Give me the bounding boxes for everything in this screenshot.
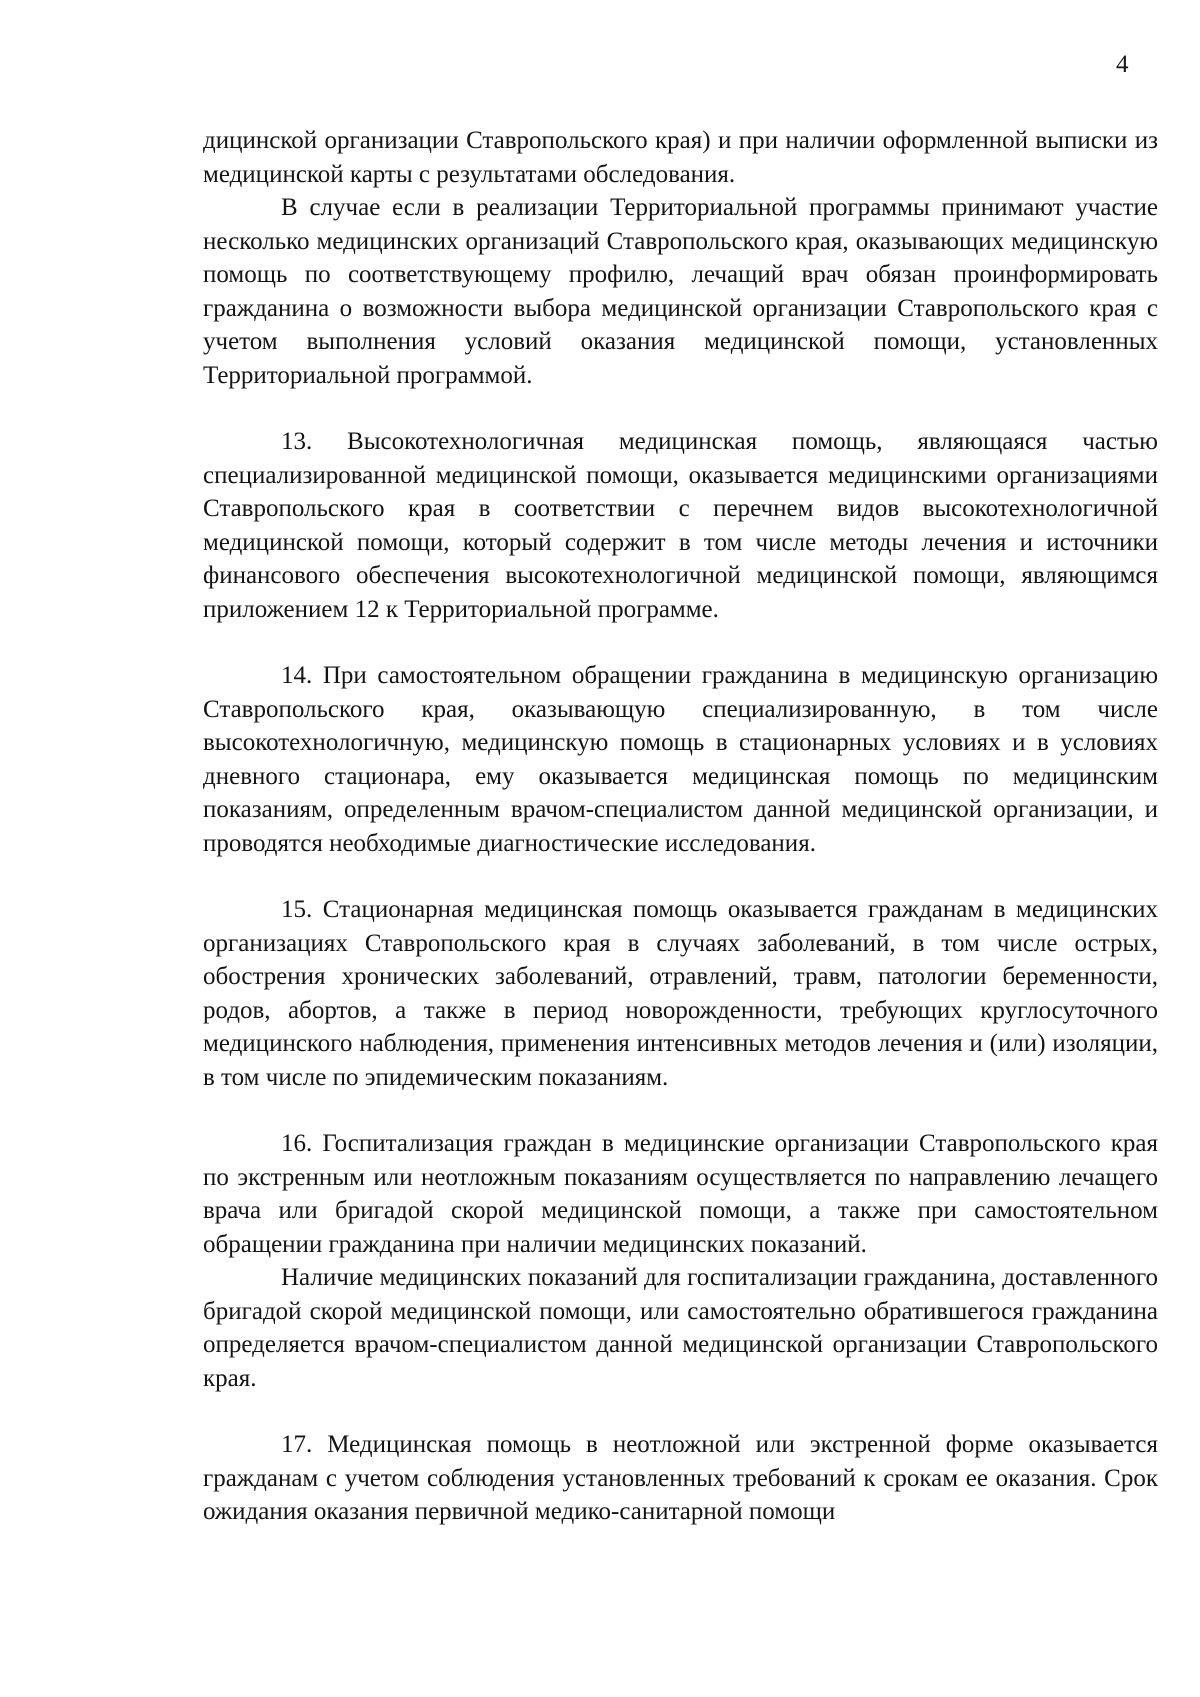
paragraph-item-15: 15. Стационарная медицинская помощь оказывается гражданам в медицинских организациях Ставропольского края в случаях заболеваний, в том числе острых, обострения хронических заболеваний, отравлений, травм, патологии беременности, родов, абортов, а также в период новорожденности, требующих круглосуточного медицинского наблюдения, применения интенсивных методов лечения и (или) изоляции, в том числе по эпидемическим показаниям. bbox=[203, 896, 1158, 1091]
document-body bbox=[203, 124, 1158, 1529]
page-number: 4 bbox=[1116, 51, 1129, 78]
paragraph-item-17: 17. Медицинская помощь в неотложной или экстренной форме оказывается гражданам с учетом соблюдения установленных требований к срокам ее оказания. Срок ожидания оказания первичной медико-санитарной помощи bbox=[203, 1431, 1158, 1525]
paragraph-item-16-indications: Наличие медицинских показаний для госпитализации гражданина, доставленного бригадой скорой медицинской помощи, или самостоятельно обратившегося гражданина определяется врачом-специалистом данной медицинской организации Ставропольского края. bbox=[203, 1264, 1158, 1392]
paragraph-continuation: дицинской организации Ставропольского края) и при наличии оформленной выписки из медицинской карты с результатами обследования. bbox=[203, 127, 1158, 188]
paragraph-choice-of-organization: В случае если в реализации Территориальной программы принимают участие несколько медицинских организаций Ставропольского края, оказывающих медицинскую помощь по соответствующему профилю, лечащий врач обязан проинформировать гражданина о возможности выбора медицинской организации Ставропольского края с учетом выполнения условий оказания медицинской помощи, установленных Территориальной программой. bbox=[203, 194, 1158, 389]
paragraph-item-13: 13. Высокотехнологичная медицинская помощь, являющаяся частью специализированной медицинской помощи, оказывается медицинскими организациями Ставропольского края в соответствии с перечнем видов высокотехнологичной медицинской помощи, который содержит в том числе методы лечения и источники финансового обеспечения высокотехнологичной медицинской помощи, являющимся приложением 12 к Территориальной программе. bbox=[203, 428, 1158, 623]
paragraph-item-16: 16. Госпитализация граждан в медицинские организации Ставропольского края по экстренным или неотложным показаниям осуществляется по направлению лечащего врача или бригадой скорой медицинской помощи, а также при самостоятельном обращении гражданина при наличии медицинских показаний. bbox=[203, 1130, 1158, 1258]
paragraph-item-14: 14. При самостоятельном обращении гражданина в медицинскую организацию Ставропольского края, оказывающую специализированную, в том числе высокотехнологичную, медицинскую помощь в стационарных условиях и в условиях дневного стационара, ему оказывается медицинская помощь по медицинским показаниям, определенным врачом-специалистом данной медицинской организации, и проводятся необходимые диагностические исследования. bbox=[203, 662, 1158, 857]
